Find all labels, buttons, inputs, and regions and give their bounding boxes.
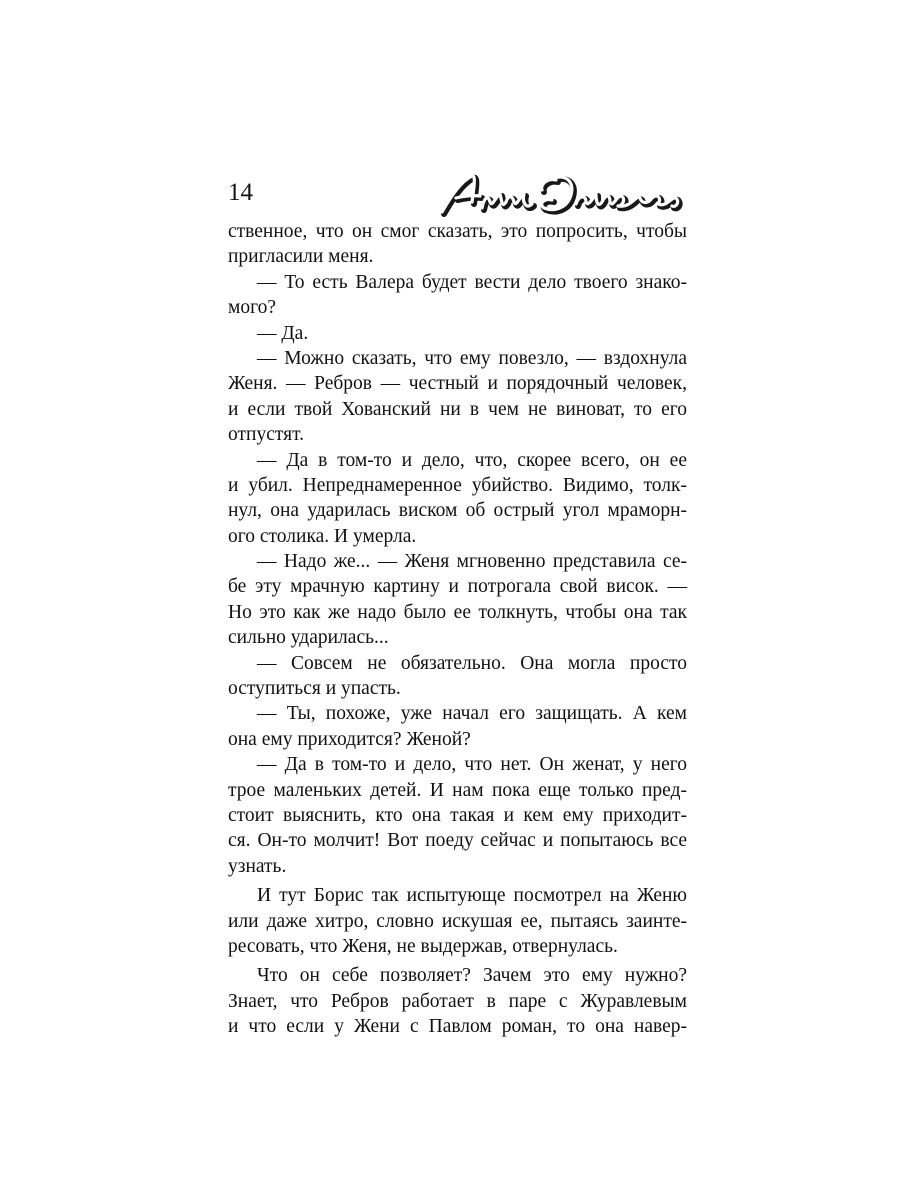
text-line: отпустят.: [228, 424, 305, 446]
text-line: И тут Борис так испытующе посмотрел на Женю: [257, 885, 687, 907]
text-line: узнать.: [228, 855, 287, 877]
text-line: и если твой Хованский ни в чем не виноват, то его: [228, 398, 687, 420]
text-line: Женя. — Ребров — честный и порядочный человек,: [228, 373, 687, 395]
text-line: — Можно сказать, что ему повезло, — вздохнула: [257, 347, 687, 369]
text-line: сильно ударилась...: [228, 627, 389, 649]
text-line: ого столика. И умерла.: [228, 525, 417, 547]
page-number: 14: [228, 179, 253, 206]
text-line: трое маленьких детей. И нам пока еще только пред-: [228, 779, 687, 801]
text-line: она ему приходится? Женой?: [228, 728, 471, 750]
text-line: — Надо же... — Женя мгновенно представила се-: [257, 551, 687, 573]
body-text: [228, 219, 687, 1040]
text-line: ственное, что он смог сказать, это попросить, чтобы: [228, 221, 687, 242]
text-line: — Да в том-то и дело, что нет. Он женат, у него: [257, 754, 687, 776]
text-line: Что он себе позволяет? Зачем это ему нужно?: [257, 965, 687, 987]
text-line: Но это как же надо было ее толкнуть, чтобы она так: [228, 601, 687, 623]
text-line: и убил. Непреднамеренное убийство. Видимо, толк-: [228, 474, 687, 496]
text-line: нул, она ударилась виском об острый угол мраморн-: [228, 500, 687, 522]
text-line: пригласили меня.: [228, 246, 374, 268]
text-line: стоит выяснить, кто она такая и кем ему приходит-: [228, 804, 687, 826]
text-line: или даже хитро, словно искушая ее, пытаясь заинте-: [228, 910, 687, 932]
text-line: бе эту мрачную картину и потрогала свой висок. —: [228, 576, 687, 598]
text-line: мого?: [228, 297, 277, 319]
text-line: ся. Он-то молчит! Вот поеду сейчас и попытаюсь все: [228, 830, 687, 852]
text-line: Знает, что Ребров работает в паре с Журавлевым: [228, 990, 687, 1012]
author-signature-logo: [436, 168, 692, 220]
text-line: оступиться и упасть.: [228, 678, 401, 700]
text-line: — То есть Валера будет вести дело твоего знако-: [257, 271, 687, 293]
text-line: — Да в том-то и дело, что, скорее всего, он ее: [257, 449, 687, 471]
text-line: — Ты, похоже, уже начал его защищать. А кем: [257, 703, 687, 725]
text-line: и что если у Жени с Павлом роман, то она навер-: [228, 1016, 687, 1038]
text-line: ресовать, что Женя, не выдержав, отвернулась.: [228, 935, 618, 957]
text-line: — Совсем не обязательно. Она могла просто: [257, 652, 687, 674]
text-line: — Да.: [257, 322, 309, 344]
